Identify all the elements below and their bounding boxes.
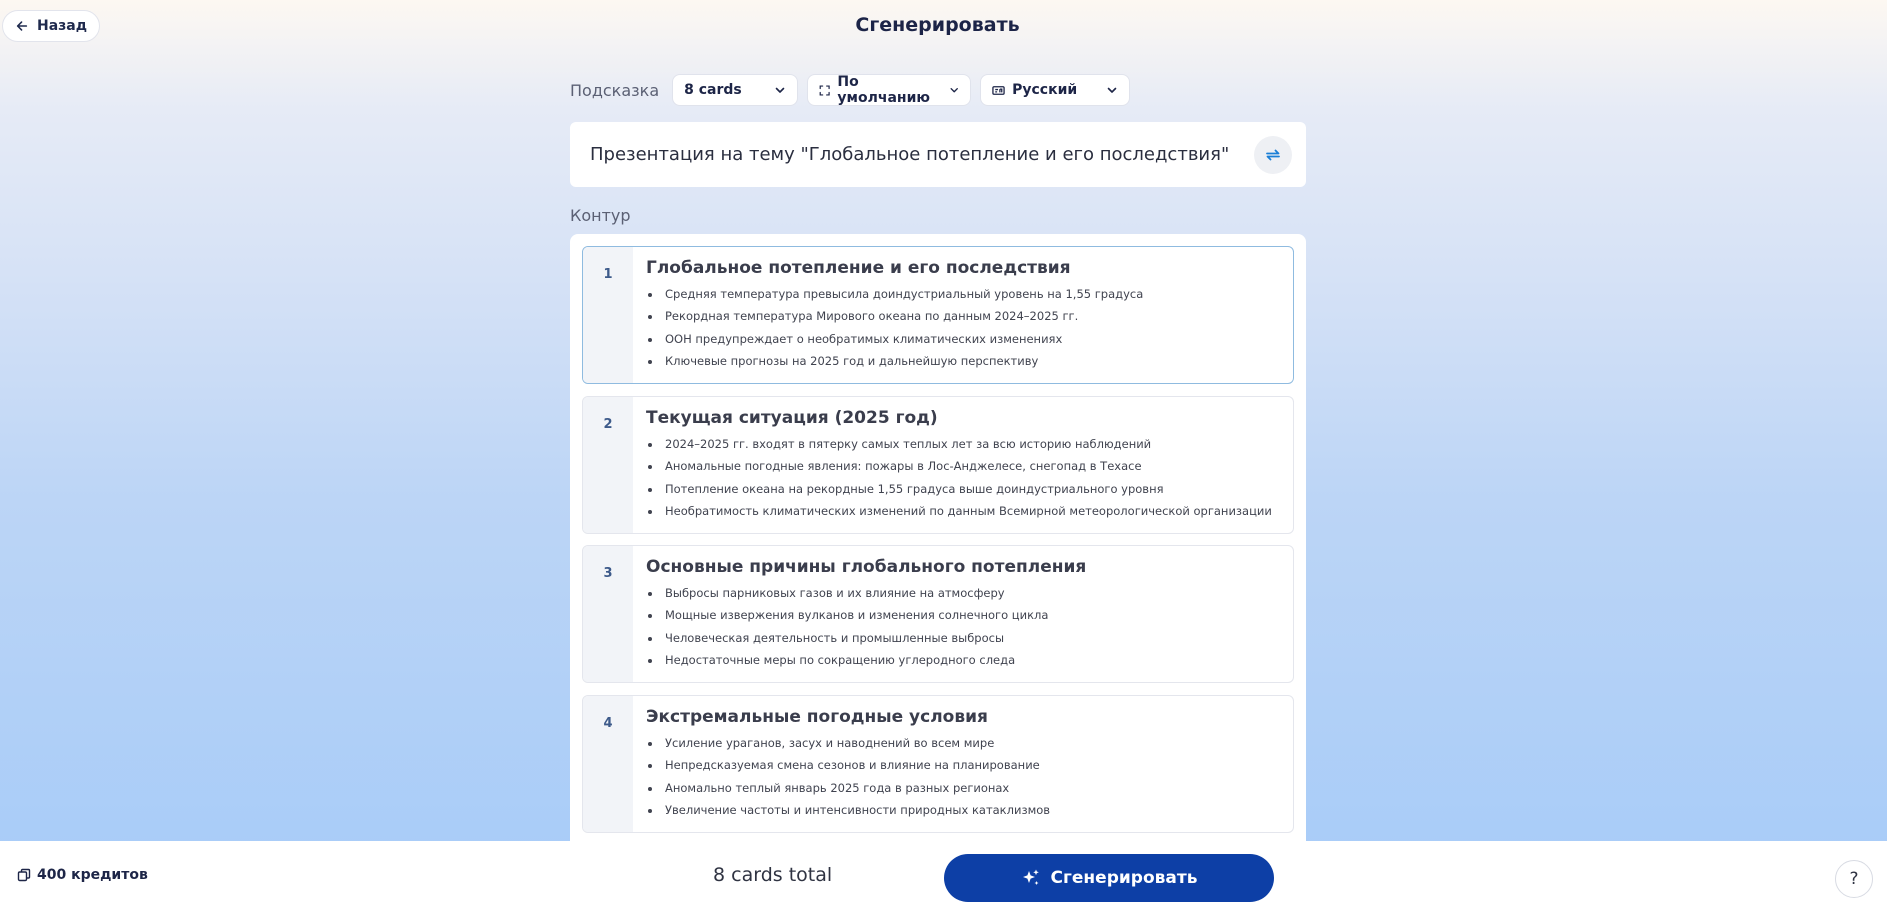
- card-number: 2: [583, 397, 633, 533]
- chevron-down-icon: [949, 84, 959, 96]
- card-number: 4: [583, 696, 633, 832]
- language-icon: [992, 84, 1005, 97]
- card-title[interactable]: Текущая ситуация (2025 год): [646, 408, 938, 428]
- cards-count-value: 8 cards: [684, 82, 742, 98]
- card-number: 3: [583, 546, 633, 682]
- layout-dropdown[interactable]: [807, 74, 971, 106]
- language-value: Русский: [1012, 82, 1078, 98]
- card-bullet[interactable]: Увеличение частоты и интенсивности природных катаклизмов: [646, 799, 1281, 821]
- cards-count-dropdown[interactable]: [672, 74, 798, 106]
- card-title[interactable]: Глобальное потепление и его последствия: [646, 258, 1071, 278]
- card-bullet[interactable]: Рекордная температура Мирового океана по данным 2024–2025 гг.: [646, 305, 1281, 327]
- prompt-label: Подсказка: [570, 80, 660, 100]
- card-bullet[interactable]: Человеческая деятельность и промышленные выбросы: [646, 627, 1281, 649]
- prompt-text: Презентация на тему "Глобальное потепление и его последствия": [590, 144, 1230, 165]
- back-label: Назад: [37, 18, 88, 34]
- layout-value: По умолчанию: [837, 74, 931, 106]
- card-bullet[interactable]: Средняя температура превысила доиндустриальный уровень на 1,55 градуса: [646, 283, 1281, 305]
- expand-icon: [819, 84, 830, 97]
- card-bullets: [646, 283, 1281, 372]
- outline-card[interactable]: [582, 545, 1294, 683]
- outline-card[interactable]: [582, 396, 1294, 534]
- card-bullet[interactable]: Потепление океана на рекордные 1,55 градуса выше доиндустриального уровня: [646, 478, 1281, 500]
- card-bullet[interactable]: Аномально теплый январь 2025 года в разных регионах: [646, 777, 1281, 799]
- card-bullet[interactable]: Аномальные погодные явления: пожары в Лос-Анджелесе, снегопад в Техасе: [646, 455, 1281, 477]
- card-bullet[interactable]: Ключевые прогнозы на 2025 год и дальнейшую перспективу: [646, 350, 1281, 372]
- card-bullets: [646, 433, 1281, 522]
- outline-label: Контур: [570, 206, 631, 225]
- card-bullet[interactable]: Непредсказуемая смена сезонов и влияние на планирование: [646, 754, 1281, 776]
- sparkles-icon: [1021, 868, 1041, 888]
- chevron-down-icon: [774, 84, 786, 96]
- generate-button[interactable]: [944, 854, 1274, 902]
- language-dropdown[interactable]: [980, 74, 1130, 106]
- credits-label: 400 кредитов: [37, 867, 148, 883]
- prompt-input[interactable]: [570, 122, 1306, 187]
- outline-panel: [570, 234, 1306, 844]
- card-bullets: [646, 732, 1281, 821]
- card-bullets: [646, 582, 1281, 671]
- refresh-button[interactable]: [1254, 136, 1292, 174]
- credits-indicator[interactable]: [17, 867, 148, 883]
- card-bullet[interactable]: Мощные извержения вулканов и изменения солнечного цикла: [646, 604, 1281, 626]
- card-number: 1: [583, 247, 633, 383]
- chevron-down-icon: [1106, 84, 1118, 96]
- card-title[interactable]: Экстремальные погодные условия: [646, 707, 988, 727]
- card-bullet[interactable]: ООН предупреждает о необратимых климатических изменениях: [646, 328, 1281, 350]
- card-bullet[interactable]: Необратимость климатических изменений по данным Всемирной метеорологической организации: [646, 500, 1281, 522]
- help-button[interactable]: [1835, 860, 1873, 898]
- prompt-controls: [570, 74, 1130, 106]
- help-label: ?: [1849, 869, 1859, 889]
- refresh-icon: [1264, 146, 1282, 164]
- page-title: Сгенерировать: [855, 14, 1020, 36]
- card-bullet[interactable]: 2024–2025 гг. входят в пятерку самых теплых лет за всю историю наблюдений: [646, 433, 1281, 455]
- bottom-bar: [0, 841, 1887, 906]
- card-bullet[interactable]: Усиление ураганов, засух и наводнений во всем мире: [646, 732, 1281, 754]
- outline-card[interactable]: [582, 246, 1294, 384]
- card-title[interactable]: Основные причины глобального потепления: [646, 557, 1087, 577]
- card-bullet[interactable]: Недостаточные меры по сокращению углеродного следа: [646, 649, 1281, 671]
- coins-icon: [17, 868, 31, 882]
- generate-label: Сгенерировать: [1050, 868, 1198, 888]
- cards-total: 8 cards total: [713, 864, 833, 886]
- card-bullet[interactable]: Выбросы парниковых газов и их влияние на атмосферу: [646, 582, 1281, 604]
- outline-card[interactable]: [582, 695, 1294, 833]
